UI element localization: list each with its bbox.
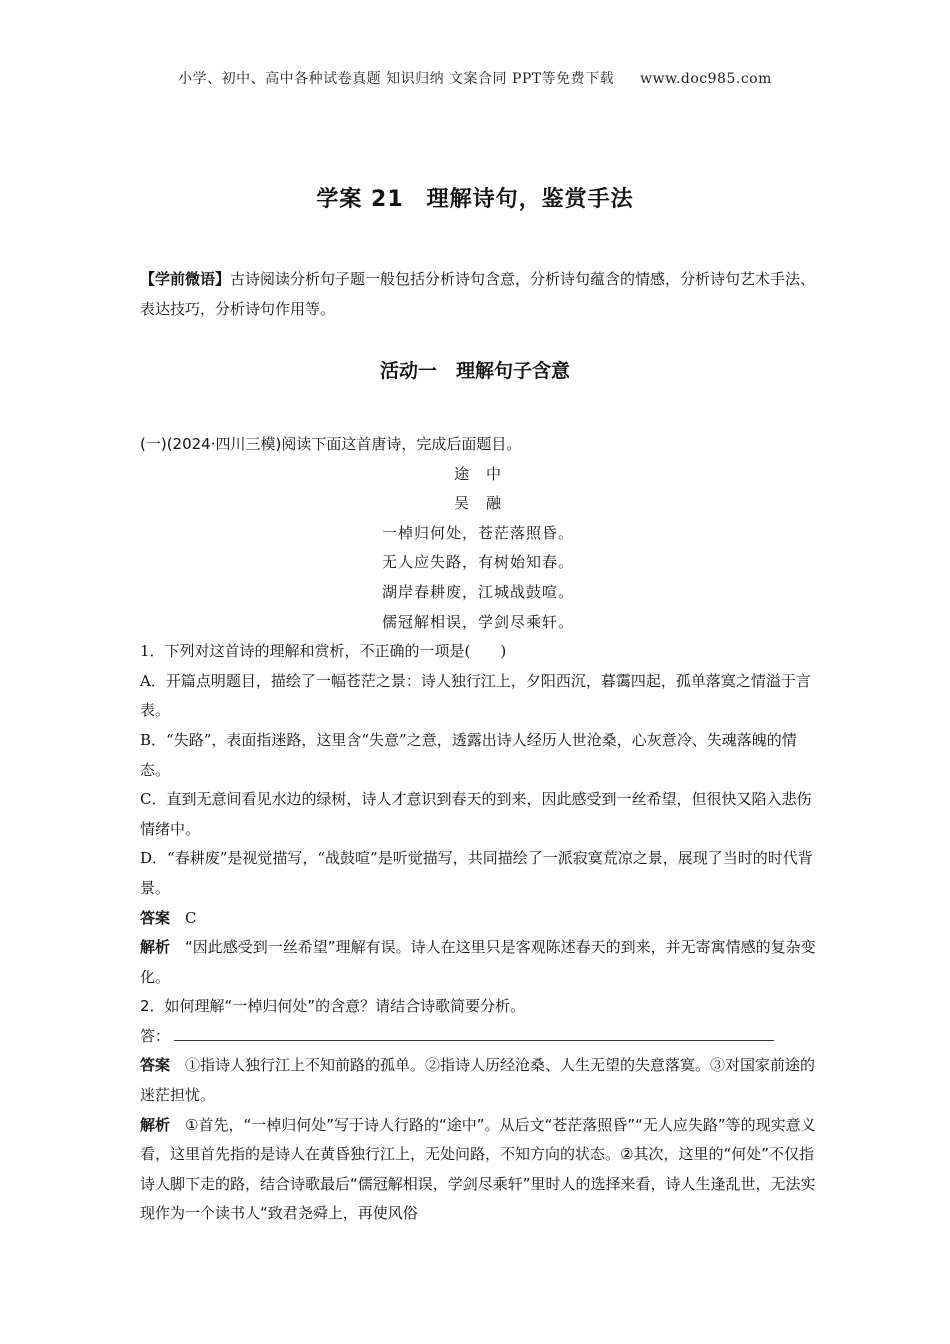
page-title: 学案 21 理解诗句，鉴赏手法: [316, 187, 634, 212]
question-1-analysis: [140, 933, 816, 992]
question-2-analysis: [140, 1111, 816, 1229]
answer-label: 答案: [140, 1056, 171, 1075]
answer-blank-line[interactable]: [174, 1026, 774, 1041]
section-title: 活动一 理解句子含意: [379, 360, 570, 382]
analysis-text: ①首先，“一棹归何处”写于诗人行路的“途中”。从后文“苍茫落照昏”“无人应失路”等的现实意义看，这里首先指的是诗人在黄昏独行江上，无处问路，不知方向的状态。②其次，这里的“何处”不仅指诗人脚下走的路，结合诗歌最后“儒冠解相误，学剑尽乘轩”里时人的选择来看，诗人生逢乱世，无法实现作为一个读书人“致君尧舜上，再使风俗: [140, 1115, 816, 1223]
question-2-answer: [140, 1051, 816, 1110]
question-1-option-b: B．“失路”，表面指迷路，这里含“失意”之意，透露出诗人经历人世沧桑，心灰意冷、失魂落魄的情态。: [140, 730, 797, 779]
content-body: [140, 430, 816, 1229]
analysis-text: “因此感受到一丝希望”理解有误。诗人在这里只是客观陈述春天的到来，并无寄寓情感的复杂变化。: [140, 938, 816, 986]
task-instruction: (一)(2024·四川三模)阅读下面这首唐诗，完成后面题目。: [140, 435, 522, 453]
question-1-stem: 1．下列对这首诗的理解和赏析，不正确的一项是( ): [140, 642, 507, 661]
poem-line: 儒冠解相误，学剑尽乘轩。: [381, 612, 574, 631]
question-1-option-a: A．开篇点明题目，描绘了一幅苍茫之景：诗人独行江上，夕阳西沉，暮霭四起，孤单落寞之情溢于言表。: [140, 671, 811, 720]
poem-line: 湖岸春耕废，江城战鼓喧。: [381, 582, 574, 601]
intro-text: 古诗阅读分析句子题一般包括分析诗句含意，分析诗句蕴含的情感，分析诗句艺术手法、表达技巧，分析诗句作用等。: [140, 270, 816, 318]
poem-author: 吴 融: [453, 494, 502, 513]
question-2-answer-field: [140, 1022, 816, 1052]
question-1-answer: [140, 904, 816, 934]
answer-prompt: 答：: [140, 1026, 171, 1045]
poem-line: 一棹归何处，苍茫落照昏。: [381, 523, 574, 542]
page-header: [0, 68, 950, 88]
header-text: 小学、初中、高中各种试卷真题 知识归纳 文案合同 PPT等免费下载: [178, 71, 615, 87]
poem-title: 途 中: [453, 464, 502, 483]
question-2-stem: 2．如何理解“一棹归何处”的含意？请结合诗歌简要分析。: [140, 997, 526, 1016]
intro-label: 【学前微语】: [140, 270, 231, 288]
poem-line: 无人应失路，有树始知春。: [381, 553, 574, 572]
intro-paragraph: [140, 264, 816, 324]
header-url[interactable]: www.doc985.com: [640, 71, 772, 87]
question-1-option-c: C．直到无意间看见水边的绿树，诗人才意识到春天的到来，因此感受到一丝希望，但很快又陷入悲伤情绪中。: [140, 790, 812, 838]
analysis-label: 解析: [140, 1115, 171, 1134]
analysis-label: 解析: [140, 938, 171, 957]
question-1-option-d: D．“春耕废”是视觉描写，“战鼓喧”是听觉描写，共同描绘了一派寂寞荒凉之景，展现了当时的时代背景。: [140, 849, 813, 897]
answer-label: 答案: [140, 908, 171, 927]
answer-value: C: [185, 908, 197, 927]
answer-value: ①指诗人独行江上不知前路的孤单。②指诗人历经沧桑、人生无望的失意落寞。③对国家前途的迷茫担忧。: [140, 1056, 816, 1105]
